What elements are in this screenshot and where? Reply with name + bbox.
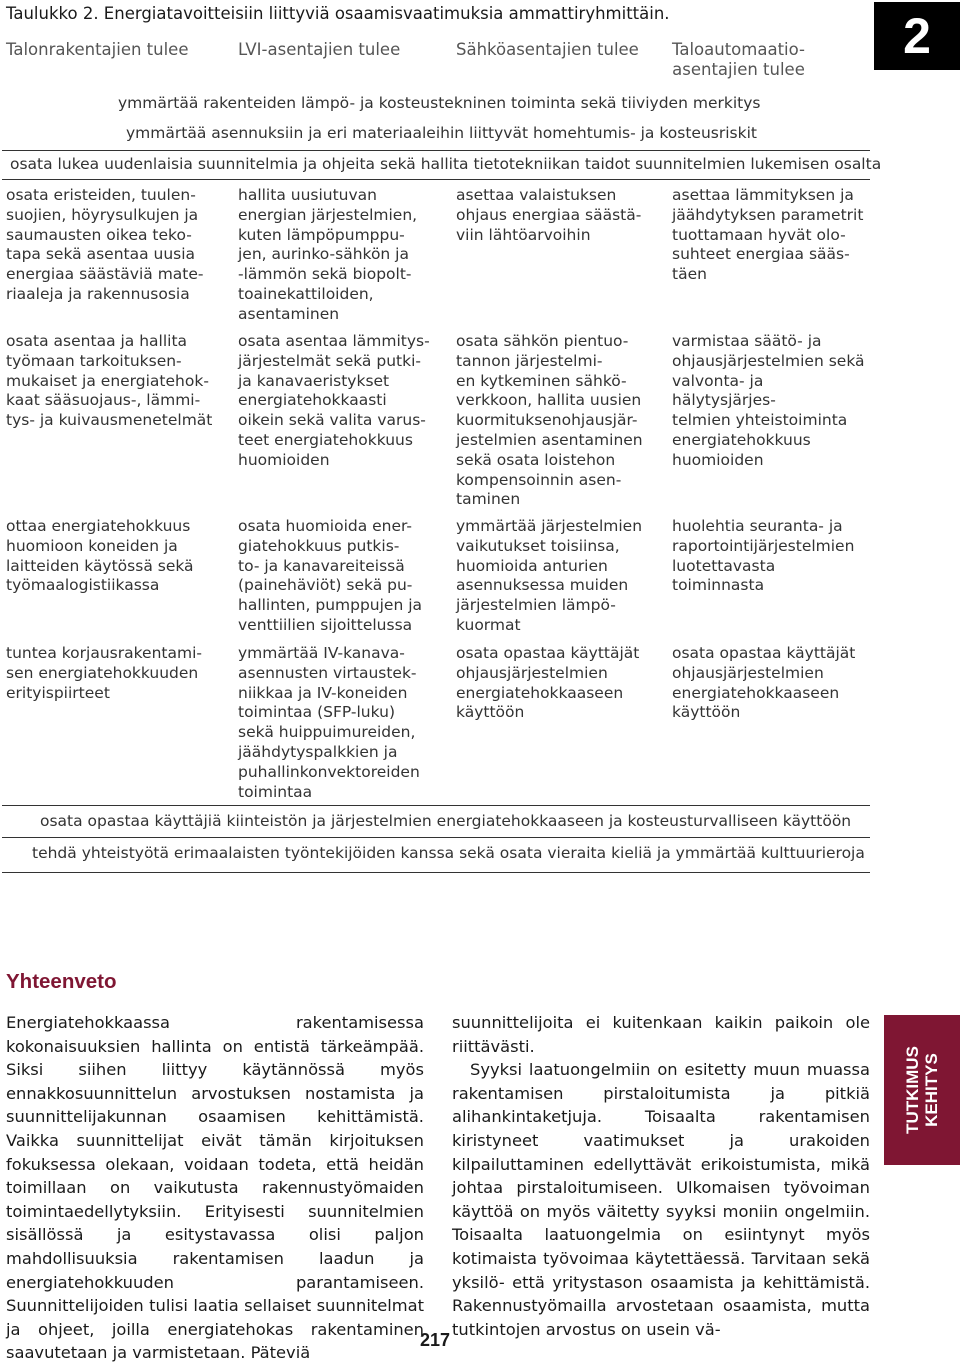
cell-col4-row3: huolehtia seuranta- ja raportointijärjestelmien luotettavasta toiminnasta bbox=[672, 517, 855, 595]
span-row-2: ymmärtää asennuksiin ja eri materiaaleihin liittyvät homehtumis- ja kosteusriskit bbox=[126, 124, 757, 142]
table-divider bbox=[2, 179, 870, 180]
footer-row-2: tehdä yhteistyötä erimaalaisten työntekijöiden kanssa sekä osata vieraita kieliä ja ymmärtää kulttuurieroja bbox=[32, 844, 865, 862]
table-caption: Taulukko 2. Energiatavoitteisiin liittyviä osaamisvaatimuksia ammattiryhmittäin. bbox=[6, 4, 670, 23]
cell-col4-row4: osata opastaa käyttäjät ohjausjärjestelmien energiatehokkaaseen käyttöön bbox=[672, 644, 856, 722]
cell-col2-row2: osata asentaa lämmitys- järjestelmät sekä putki- ja kanavaeristykset energiatehokkaasti oikein sekä valita varus- teet energiatehokkuus huomioiden bbox=[238, 332, 430, 469]
cell-col4-row2: varmistaa säätö- ja ohjausjärjestelmien sekä valvonta- ja hälytysjärjes- telmien yhteistoiminta energiatehokkuus huomioiden bbox=[672, 332, 865, 469]
summary-column-2 bbox=[452, 1011, 870, 1341]
table-divider bbox=[2, 837, 870, 838]
cell-col2-row1: hallita uusiutuvan energian järjestelmien, kuten lämpöpumppu- jen, aurinko-sähkön ja -lämmön sekä biopolt- toainekattiloiden, asentaminen bbox=[238, 186, 418, 323]
cell-col4-row1: asettaa lämmityksen ja jäähdytyksen parametrit tuottamaan hyvät olo- suhteet energiaa sääs- täen bbox=[672, 186, 864, 284]
cell-col1-row3: ottaa energiatehokkuus huomioon koneiden ja laitteiden käytössä sekä työmaalogistiikassa bbox=[6, 517, 194, 595]
cell-col1-row2: osata asentaa ja hallita työmaan tarkoituksen- mukaiset ja energiatehok- kaat sääsuojaus-, lämmi- tys- ja kuivausmenetelmät bbox=[6, 332, 213, 430]
cell-col2-row4: ymmärtää IV-kanava- asennusten virtaustek- niikkaa ja IV-koneiden toimintaa (SFP-luku) sekä huippuimureiden, jäähdytyspalkkien ja puhallinkonvektoreiden toimintaa bbox=[238, 644, 420, 801]
header-lvi-asentajat: LVI-asentajien tulee bbox=[238, 40, 401, 59]
summary-paragraph: Syyksi laatuongelmiin on esitetty muun muassa rakentamisen pirstaloitumista ja pitkiä alihankintaketjuja. Toisaalta rakentamisen kiristyneet vaatimukset ja urakoiden kilpailuttaminen edellyttävät erikoistumista, mikä johtaa pirstaloitumiseen. Ulkomaisen työvoiman käyttöä on myös väitetty syyksi moniin ongelmiin. Toisaalta laatuongelmia on esiintynyt myös kotimaista työvoimaa käytettäessä. Tarvitaan sekä yksilö- että yritystason osaamista ja kehittämistä. Rakennustyömailla arvostetaan osaamista, mutta tutkintojen arvostus on usein vä- bbox=[452, 1060, 870, 1339]
chapter-number-badge: 2 bbox=[874, 2, 960, 70]
cell-col1-row1: osata eristeiden, tuulen- suojien, höyrysulkujen ja saumausten oikea teko- tapa sekä asentaa uusia energiaa säästäviä mate- riaaleja ja rakennusosia bbox=[6, 186, 204, 303]
summary-column-1 bbox=[6, 1011, 424, 1365]
footer-row-1: osata opastaa käyttäjiä kiinteistön ja järjestelmien energiatehokkaaseen ja kosteusturvalliseen käyttöön bbox=[40, 812, 852, 830]
header-talonrakentajat: Talonrakentajien tulee bbox=[6, 40, 189, 59]
section-tab-tutkimus-kehitys bbox=[884, 1015, 960, 1165]
span-row-1: ymmärtää rakenteiden lämpö- ja kosteustekninen toiminta sekä tiiviyden merkitys bbox=[118, 94, 761, 112]
table-divider bbox=[2, 150, 870, 151]
table-divider bbox=[2, 805, 870, 806]
header-taloautomaatioasentajat: Taloautomaatio- asentajien tulee bbox=[672, 40, 805, 79]
section-tab-label: TUTKIMUS bbox=[903, 1046, 922, 1134]
header-sahkoasentajat: Sähköasentajien tulee bbox=[456, 40, 639, 59]
cell-col1-row4: tuntea korjausrakentami- sen energiatehokkuuden erityispiirteet bbox=[6, 644, 202, 702]
cell-col2-row3: osata huomioida ener- giatehokkuus putkis- to- ja kanavareiteissä (painehäviöt) sekä pu- hallinten, pumppujen ja venttiilien sijoittelussa bbox=[238, 517, 423, 634]
table-divider bbox=[2, 872, 870, 873]
page-number: 217 bbox=[419, 1330, 451, 1350]
cell-col3-row1: asettaa valaistuksen ohjaus energiaa säästä- viin lähtöarvoihin bbox=[456, 186, 642, 244]
cell-col3-row3: ymmärtää järjestelmien vaikutukset toisiinsa, huomioida anturien asennuksessa muiden järjestelmien lämpö- kuormat bbox=[456, 517, 643, 634]
summary-paragraph: Energiatehokkaassa rakentamisessa kokonaisuuksien hallinta on entistä tärkeämpää. Siksi siihen liittyy käytännössä myös ennakkosuunnittelun arvostuksen nostamista ja suunnittelijakunnan osaamisen kehittämistä. Vaikka suunnittelijat eivät tämän kirjoituksen fokuksessa olekaan, voidaan todeta, että heidän toimillaan on vaikutusta rakennustyömaiden toimintaedellytyksiin. Erityisesti suunnitelmien sisällössä ja esitystavassa olisi paljon mahdollisuuksia rakentamisen laadun ja energiatehokkuuden parantamiseen. Suunnittelijoiden tulisi laatia sellaiset suunnitelmat ja ohjeet, joilla energiatehokas rakentaminen saavutetaan ja varmistetaan. Päteviä bbox=[6, 1013, 424, 1363]
summary-heading: Yhteenveto bbox=[6, 970, 117, 993]
cell-col3-row2: osata sähkön pientuo- tannon järjestelmi- en kytkeminen sähkö- verkkoon, hallita uusien kuormituksenohjausjär- jestelmien asentaminen sekä osata loistehon kompensoinnin asen- taminen bbox=[456, 332, 643, 509]
section-tab-label: KEHITYS bbox=[922, 1053, 941, 1127]
span-row-3: osata lukea uudenlaisia suunnitelmia ja ohjeita sekä hallita tietotekniikan taidot suunnitelmien lukemisen osalta bbox=[10, 155, 882, 173]
cell-col3-row4: osata opastaa käyttäjät ohjausjärjestelmien energiatehokkaaseen käyttöön bbox=[456, 644, 640, 722]
summary-paragraph: suunnittelijoita ei kuitenkaan kaikin paikoin ole riittävästi. bbox=[452, 1013, 870, 1056]
